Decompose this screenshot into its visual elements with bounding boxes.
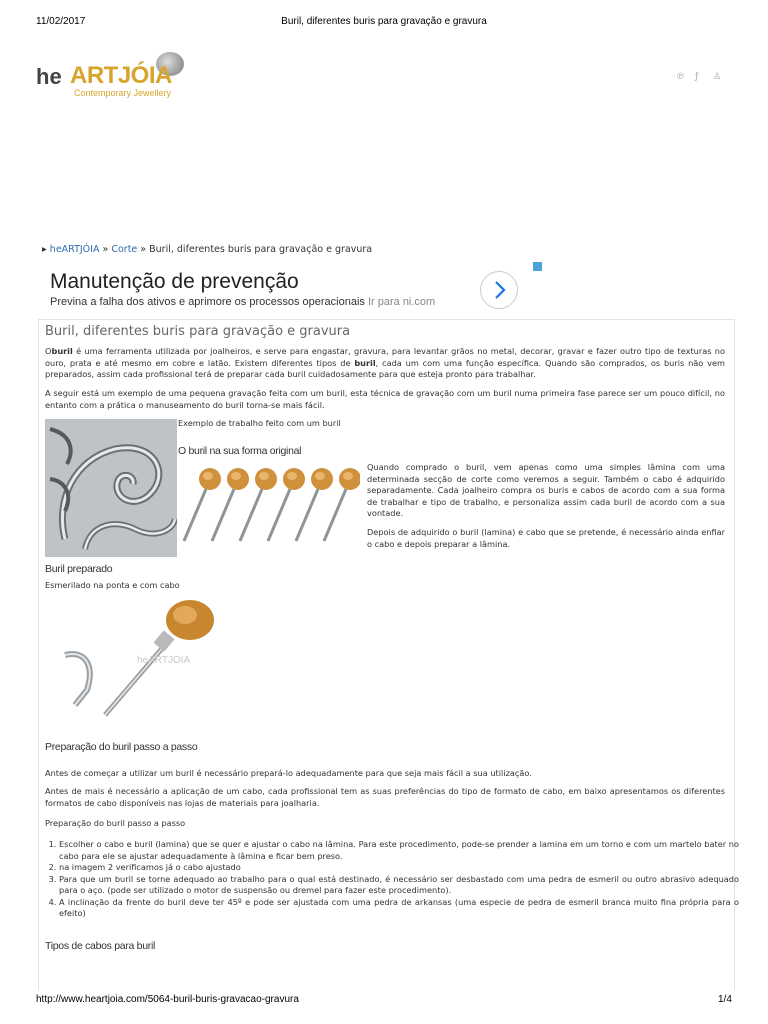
ad-text[interactable]: [50, 296, 435, 308]
breadcrumb-current: Buril, diferentes buris para gravação e gravura: [149, 244, 373, 255]
pinterest-icon[interactable]: ℗: [676, 72, 685, 82]
user-icon[interactable]: ♙: [713, 72, 722, 82]
paragraph-original-2: Depois de adquirido o buril (lamina) e cabo que se pretende, é necessário ainda enfiar o cabo e depois preparar a lâmina.: [367, 527, 725, 549]
breadcrumb-sep: »: [140, 244, 147, 255]
logo-art: ARTJÓIA: [70, 62, 172, 89]
heading-tipos: Tipos de cabos para buril: [45, 940, 156, 952]
watermark: heARTJOIA: [137, 655, 191, 666]
paragraph-technique: A seguir está um exemplo de uma pequena gravação feita com um buril, esta técnica de gravação com um buril numa primeira fase parece ser um pouco difícil, no entanto com a prática o manuseamento do buril torna-se mais fácil.: [45, 388, 725, 410]
site-logo[interactable]: [36, 52, 196, 102]
paragraph-passo-3: Preparação do buril passo a passo: [45, 818, 186, 828]
caption-preparado: Esmerilado na ponta e com cabo: [45, 580, 180, 590]
heading-preparado: Buril preparado: [45, 563, 113, 575]
steps-list: [45, 839, 739, 920]
paragraph-passo-1: Antes de começar a utilizar um buril é necessário prepará-lo adequadamente para que seja mais fácil a sua utilização.: [45, 768, 532, 778]
burins-handles-image: [180, 467, 360, 547]
breadcrumb-arrow-icon: ▸: [42, 244, 50, 255]
paragraph-passo-2: Antes de mais é necessário a aplicação de um cabo, cada profissional tem as suas preferências do tipo de formato de cabo, em baixo apresentamos os diferentes formatos de cabo disponíveis nas lojas de materiais para joalharia.: [45, 786, 725, 808]
breadcrumb: [42, 244, 372, 255]
caption-example: Exemplo de trabalho feito com um buril: [178, 418, 341, 428]
breadcrumb-category[interactable]: Corte: [111, 244, 138, 255]
article-title: Buril, diferentes buris para gravação e gravura: [45, 324, 351, 339]
print-page: 1/4: [718, 994, 732, 1005]
chevron-right-icon: [481, 272, 517, 308]
engraving-example-image: [45, 419, 177, 557]
list-item: 4. A inclinação da frente do buril deve ter 45º e pode ser ajustada com uma pedra de arkansas (uma especie de pedra de esmeril branca muito fina própria para o efeito): [59, 897, 739, 920]
ad-open-button[interactable]: [480, 271, 518, 309]
breadcrumb-sep: »: [102, 244, 109, 255]
logo-tagline: Contemporary Jewellery: [74, 88, 172, 98]
list-item: 1. Escolher o cabo e buril (lamina) que se quer e ajustar o cabo na lâmina. Para este procedimento, pode-se prender a lamina em um torno e com um martelo bater no cabo para ele se ajustar adequadamente à lâmina e ficar bem preso.: [59, 839, 739, 862]
paragraph-original-1: Quando comprado o buril, vem apenas como uma simples lâmina com uma determinada secção de corte como veremos a seguir. Também o cabo é adquirido separadamente. Cada joalheiro compra os buris e cabos de acordo com a sua forma de trabalhar e tipo de trabalho, e personaliza assim cada buril de acordo com a sua vontade.: [367, 462, 725, 518]
prepared-burin-image: [45, 595, 215, 725]
list-item: 2. na imagem 2 verificamos já o cabo ajustado: [59, 862, 739, 874]
heading-passo: Preparação do buril passo a passo: [45, 741, 198, 753]
print-url: http://www.heartjoia.com/5064-buril-buris-gravacao-gravura: [36, 994, 299, 1005]
ad-title[interactable]: Manutenção de prevenção: [50, 270, 299, 293]
breadcrumb-home[interactable]: heARTJÓIA: [49, 244, 100, 255]
ad-description: Previna a falha dos ativos e aprimore os processos operacionais: [50, 296, 365, 308]
print-title: Buril, diferentes buris para gravação e gravura: [281, 16, 487, 27]
heading-original: O buril na sua forma original: [178, 445, 302, 457]
print-date: 11/02/2017: [36, 16, 86, 27]
facebook-icon[interactable]: ƒ: [695, 72, 699, 82]
adchoices-icon[interactable]: [533, 262, 542, 271]
logo-he: he: [36, 64, 62, 89]
ad-source: Ir para ni.com: [367, 296, 436, 308]
list-item: 3. Para que um buril se torne adequado ao trabalho para o qual está destinado, é necessário ser desbastado com uma pedra de esmeril ou outro abrasivo adequado para o aço. (pode ser utilizado o motor de suspensão ou dremel para fazer este procedimento).: [59, 874, 739, 897]
intro-paragraph: Oburil é uma ferramenta utilizada por joalheiros, e serve para engastar, gravura, para levantar grãos no metal, decorar, gravar e fazer outro tipo de texturas no ouro, prata e até mesmo em cobre e latão. Existem diferentes tipos de buril, cada um com uma função específica. Quando são comprados, os buris não vem preparados, assim cada profissional terá de preparar cada buril cuidadosamente para que esteja pronto para trabalhar.: [45, 346, 725, 379]
